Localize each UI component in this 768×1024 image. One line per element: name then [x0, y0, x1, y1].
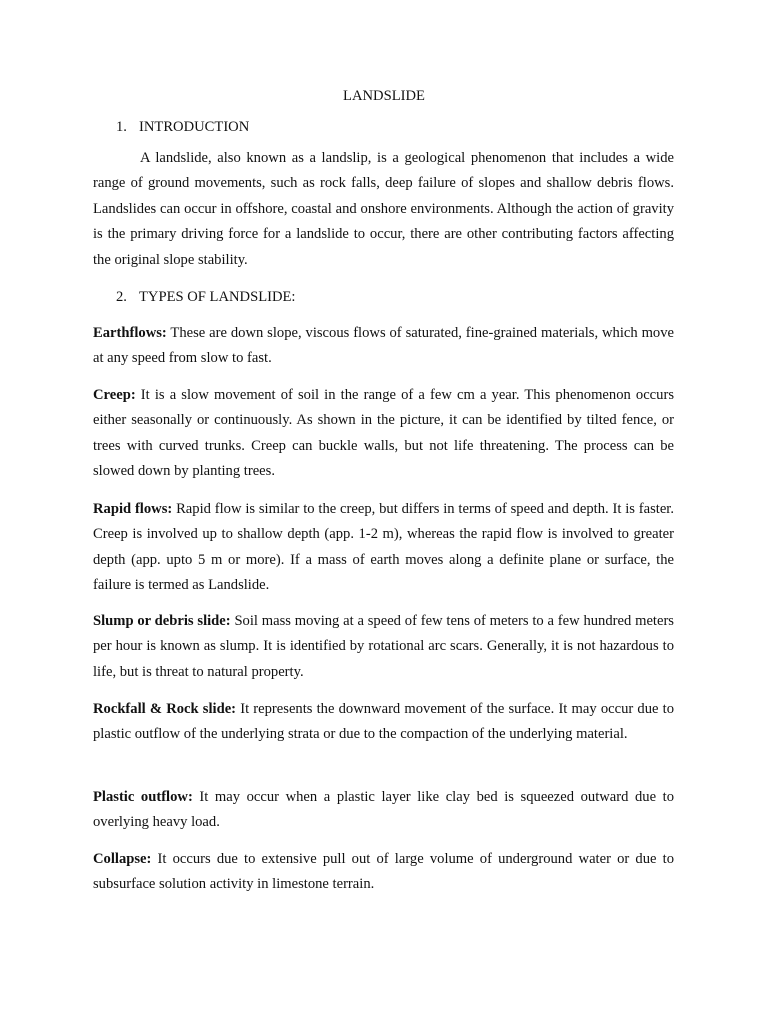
type-description: These are down slope, viscous flows of saturated, fine-grained materials, which move at any speed from slow to fast. — [93, 325, 674, 367]
type-paragraph-earthflows — [93, 321, 674, 372]
type-paragraph-slump — [93, 609, 674, 685]
type-paragraph-collapse — [93, 847, 674, 898]
type-term: Creep: — [93, 387, 136, 403]
type-term: Plastic outflow: — [93, 789, 193, 805]
type-paragraph-rockfall — [93, 697, 674, 748]
type-paragraph-rapid-flows — [93, 497, 674, 599]
type-term: Slump or debris slide: — [93, 613, 231, 629]
type-term: Collapse: — [93, 851, 152, 867]
type-description: Soil mass moving at a speed of few tens of meters to a few hundred meters per hour is known as slump. It is identified by rotational arc scars. Generally, it is not hazardous to life, but is threat to natural property. — [93, 613, 674, 680]
type-description: Rapid flow is similar to the creep, but differs in terms of speed and depth. It is faster. Creep is involved up to shallow depth (app. 1-2 m), whereas the rapid flow is involved to greater depth (app. upto 5 m or more). If a mass of earth moves along a definite plane or surface, the failure is termed as Landslide. — [93, 501, 675, 594]
type-description: It represents the downward movement of the surface. It may occur due to plastic outflow of the underlying strata or due to the compaction of the underlying material. — [93, 701, 674, 743]
section-heading-introduction — [116, 117, 249, 137]
type-paragraph-plastic-outflow — [93, 785, 674, 836]
introduction-paragraph: A landslide, also known as a landslip, is a geological phenomenon that includes a wide range of ground movements, such as rock falls, deep failure of slopes and shallow debris flows. Landslides can occur in offshore, coastal and onshore environments. Although the action of gravity is the primary driving force for a landslide to occur, there are other contributing factors affecting the original slope stability. — [93, 150, 674, 268]
type-description: It may occur when a plastic layer like clay bed is squeezed outward due to overlying heavy load. — [93, 789, 675, 831]
type-term: Rockfall & Rock slide: — [93, 701, 237, 717]
section-number: 2. — [116, 289, 127, 305]
type-paragraph-creep — [93, 383, 674, 485]
type-description: It is a slow movement of soil in the range of a few cm a year. This phenomenon occurs either seasonally or continuously. As shown in the picture, it can be identified by tilted fence, or trees with curved trunks. Creep can buckle walls, but not life threatening. The process can be slowed down by planting trees. — [93, 387, 674, 480]
type-description: It occurs due to extensive pull out of large volume of underground water or due to subsurface solution activity in limestone terrain. — [93, 851, 674, 893]
section-heading-types — [116, 287, 295, 307]
section-heading-text: INTRODUCTION — [139, 119, 250, 135]
type-term: Rapid flows: — [93, 501, 173, 517]
document-title: LANDSLIDE — [343, 88, 425, 104]
section-number: 1. — [116, 119, 127, 135]
section-heading-text: TYPES OF LANDSLIDE: — [139, 289, 296, 305]
type-term: Earthflows: — [93, 325, 167, 341]
